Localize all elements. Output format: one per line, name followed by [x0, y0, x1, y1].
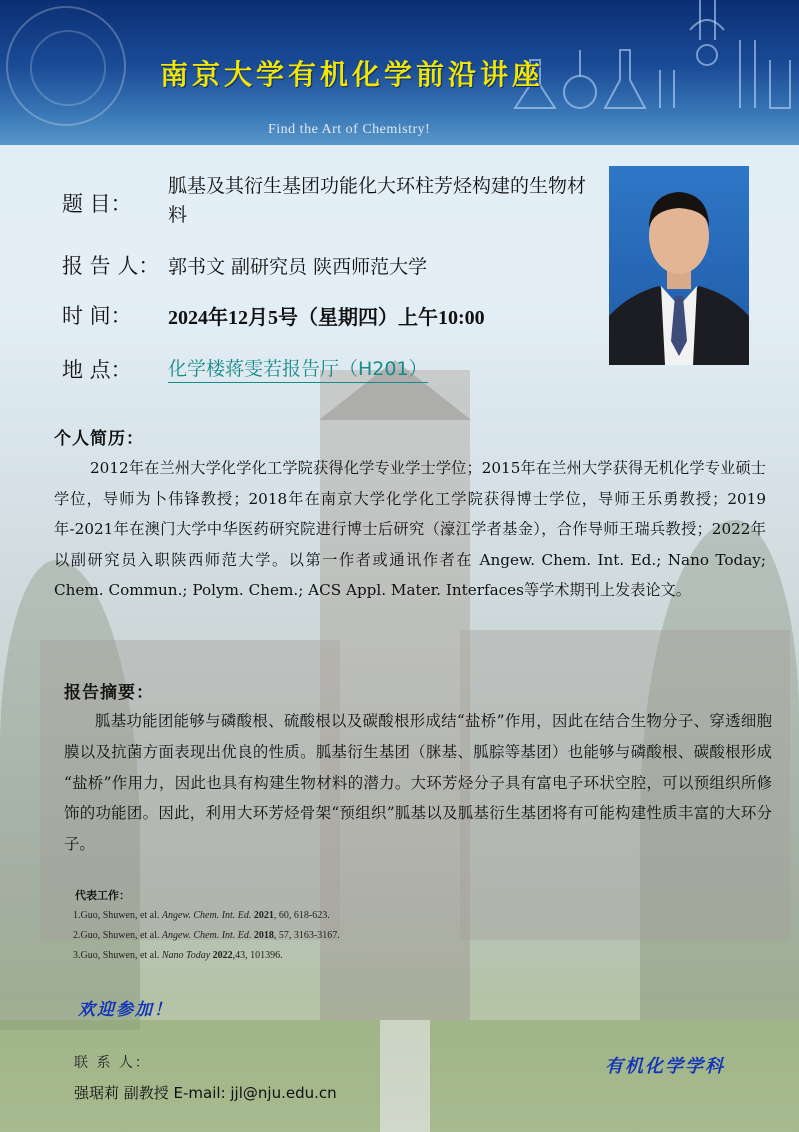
background-lawn-left: [0, 1020, 380, 1132]
welcome-text: 欢迎参加！: [78, 1000, 173, 1020]
topic-label: 题 目：: [62, 192, 132, 216]
university-emblem-icon: [6, 6, 126, 126]
works-title: 代表工作：: [75, 889, 130, 902]
time-value: 2024年12月5号（星期四）上午10:00: [168, 307, 485, 329]
work-item: 1.Guo, Shuwen, et al. Angew. Chem. Int. Ed. 2021, 60, 618-623.: [73, 910, 330, 921]
work-item: 2.Guo, Shuwen, et al. Angew. Chem. Int. Ed. 2018, 57, 3163-3167.: [73, 930, 340, 941]
topic-value: 胍基及其衍生基团功能化大环柱芳烃构建的生物材料: [168, 175, 587, 226]
contact-value[interactable]: 强琚莉 副教授 E-mail: jjl@nju.edu.cn: [74, 1084, 337, 1102]
contact-label: 联 系 人：: [74, 1055, 151, 1071]
work-item: 3.Guo, Shuwen, et al. Nano Today 2022,43, 101396.: [73, 950, 283, 961]
emblem-inner-ring: [30, 30, 106, 106]
lecture-series-title: 南京大学有机化学前沿讲座: [160, 58, 545, 91]
department-name: 有机化学学科: [605, 1056, 725, 1077]
background-path: [380, 1020, 430, 1132]
speaker-photo: [609, 166, 749, 365]
speaker-label: 报 告 人：: [62, 254, 160, 278]
header-banner: [0, 0, 799, 145]
header-subtitle: Find the Art of Chemistry!: [268, 122, 431, 137]
bio-title: 个人简历：: [54, 429, 144, 449]
speaker-value: 郭书文 副研究员 陕西师范大学: [168, 256, 428, 278]
time-label: 时 间：: [62, 304, 132, 328]
bio-text: 2012年在兰州大学化学化工学院获得化学专业学士学位；2015年在兰州大学获得无机化学专业硕士学位，导师为卜伟锋教授；2018年在南京大学化学化工学院获得博士学位，导师王乐勇教授；2019年-2021年在澳门大学中华医药研究院进行博士后研究（濠江学者基金），合作导师王瑞兵教授；2022年以副研究员入职陕西师范大学。以第一作者或通讯作者在 Angew. Chem. Int. Ed.; Nano Today; Chem. Commun.; Polym. Chem.; ACS Appl. Mater. Interfaces等学术期刊上发表论文。: [54, 459, 766, 599]
location-label: 地 点：: [62, 358, 132, 382]
abstract-text: 胍基功能团能够与磷酸根、硫酸根以及碳酸根形成结“盐桥”作用，因此在结合生物分子、穿透细胞膜以及抗菌方面表现出优良的性质。胍基衍生基团（脒基、胍腙等基团）也能够与磷酸根、碳酸根形成 “盐桥”作用力，因此也具有构建生物材料的潜力。大环芳烃分子具有富电子环状空腔，可以预组织所修饰的功能团。因此，利用大环芳烃骨架“预组织”胍基以及胍基衍生基团将有可能构建性质丰富的大环分子。: [64, 712, 772, 854]
abstract-title: 报告摘要：: [64, 683, 154, 703]
location-value[interactable]: 化学楼蒋雯若报告厅（H201）: [168, 354, 428, 383]
